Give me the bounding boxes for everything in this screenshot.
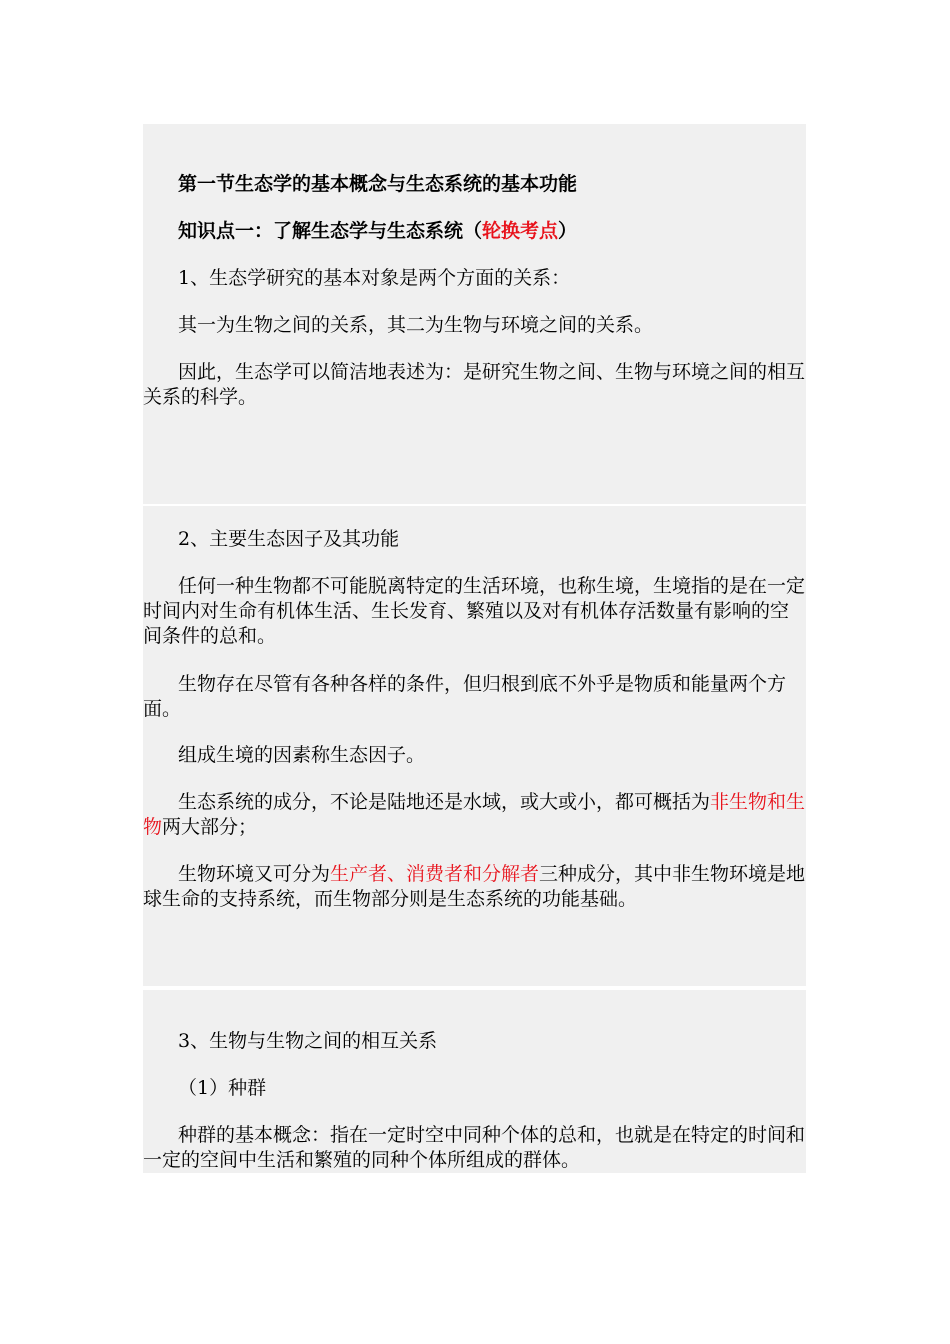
- content-block-3: [143, 990, 806, 1173]
- paragraph-text: 生态系统的成分，不论是陆地还是水域，或大或小，都可概括为: [178, 791, 711, 813]
- section-heading: 3、生物与生物之间的相互关系: [178, 1030, 438, 1052]
- paragraph-text: 两大部分；: [162, 816, 258, 838]
- kp-highlight: 轮换考点: [482, 220, 559, 242]
- kp-prefix: 知识点一：了解生态学与生态系统（: [178, 220, 483, 242]
- paragraph: [143, 790, 806, 840]
- highlight-text: 生产者、消费者和分解者: [330, 863, 540, 885]
- paragraph: 组成生境的因素称生态因子。: [178, 744, 426, 766]
- section-title: 第一节生态学的基本概念与生态系统的基本功能: [178, 173, 578, 195]
- paragraph: 生物存在尽管有各种各样的条件，但归根到底不外乎是物质和能量两个方面。: [143, 673, 787, 720]
- paragraph: 因此，生态学可以简洁地表述为：是研究生物之间、生物与环境之间的相互关系的科学。: [143, 361, 806, 408]
- highlight-text: 非生物和生物: [143, 791, 806, 838]
- subheading: （1）种群: [178, 1077, 267, 1099]
- paragraph-text: 三种成分，其中非生物环境是地球生命的支持系统，而生物部分则是生态系统的功能基础。: [143, 863, 806, 910]
- knowledge-point-heading: [143, 219, 806, 244]
- paragraph-text: 生物环境又可分为: [178, 863, 331, 885]
- paragraph: 1、生态学研究的基本对象是两个方面的关系：: [178, 267, 571, 289]
- paragraph: 任何一种生物都不可能脱离特定的生活环境，也称生境，生境指的是在一定时间内对生命有机体生活、生长发育、繁殖以及对有机体存活数量有影响的空间条件的总和。: [143, 575, 806, 647]
- section-heading: 2、主要生态因子及其功能: [178, 528, 400, 550]
- paragraph: 种群的基本概念：指在一定时空中同种个体的总和，也就是在特定的时间和一定的空间中生活和繁殖的同种个体所组成的群体。: [143, 1124, 806, 1171]
- content-block-2: [143, 506, 806, 986]
- content-block-1: [143, 124, 806, 504]
- paragraph: [143, 862, 806, 912]
- paragraph: 其一为生物之间的关系，其二为生物与环境之间的关系。: [178, 314, 654, 336]
- kp-suffix: ）: [558, 220, 578, 242]
